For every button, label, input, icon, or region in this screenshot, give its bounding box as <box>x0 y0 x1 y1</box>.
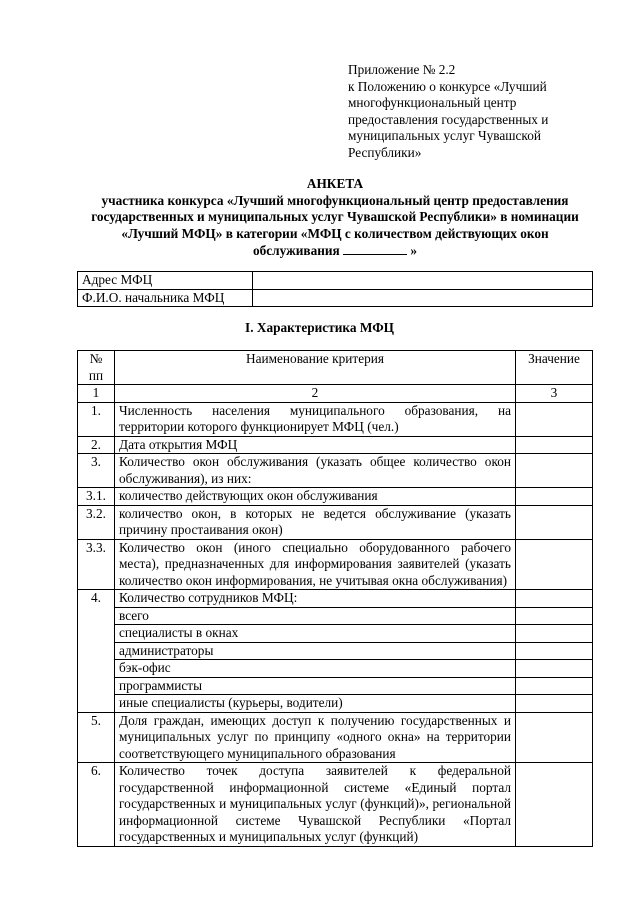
row-value-field[interactable] <box>516 607 593 625</box>
appendix-line: Республики» <box>348 144 422 160</box>
row-value-field[interactable] <box>516 712 593 763</box>
appendix-line: муниципальных услуг Чувашской <box>348 128 541 143</box>
row-criterion: Количество окон (иного специально оборудованного рабочего места), предназначенных для информирования заявителей (указать количество окон информирования, не учитывая окна обслуживания) <box>115 539 516 590</box>
info-table <box>77 271 593 307</box>
appendix-line: Приложение № 2.2 <box>348 62 456 77</box>
info-label: Ф.И.О. начальника МФЦ <box>78 289 253 307</box>
table-subrow <box>78 607 593 625</box>
table-subrow <box>78 695 593 713</box>
row-num: 3.3. <box>78 539 115 590</box>
table-row <box>78 712 593 763</box>
row-value-field[interactable] <box>516 539 593 590</box>
info-value-field[interactable] <box>253 272 593 290</box>
row-value-field[interactable] <box>516 590 593 608</box>
row-value-field[interactable] <box>516 505 593 539</box>
row-value-field[interactable] <box>516 642 593 660</box>
row-num: 3.2. <box>78 505 115 539</box>
row-criterion: администраторы <box>115 642 516 660</box>
row-criterion: количество окон, в которых не ведется обслуживание (указать причину простаивания окон) <box>115 505 516 539</box>
title-last-prefix: обслуживания <box>252 243 340 258</box>
table-subrow <box>78 660 593 678</box>
criteria-table <box>77 350 593 847</box>
row-criterion: Количество окон обслуживания (указать общее количество окон обслуживания), из них: <box>115 454 516 488</box>
table-subrow <box>78 642 593 660</box>
header-value: Значение <box>516 351 593 385</box>
row-value-field[interactable] <box>516 436 593 454</box>
row-criterion: программисты <box>115 677 516 695</box>
index-cell: 3 <box>516 385 593 403</box>
table-subrow <box>78 677 593 695</box>
title-line: «Лучший МФЦ» в категории «МФЦ с количеством действующих окон <box>121 225 549 241</box>
row-criterion: Количество точек доступа заявителей к федеральной государственной информационной системе «Единый портал государственных и муниципальных услуг (функций)», региональной информационной системе Чувашской Республики «Портал государственных и муниципальных услуг (функций) <box>115 763 516 847</box>
window-count-blank[interactable] <box>343 242 407 255</box>
index-cell: 1 <box>78 385 115 403</box>
appendix-line: к Положению о конкурсе «Лучший <box>348 78 547 94</box>
header-name: Наименование критерия <box>115 351 516 385</box>
header-row <box>78 351 593 385</box>
table-row <box>78 505 593 539</box>
appendix-line: многофункциональный центр <box>348 95 517 110</box>
table-row <box>78 402 593 436</box>
row-criterion: всего <box>115 607 516 625</box>
index-cell: 2 <box>115 385 516 403</box>
row-num: 3.1. <box>78 488 115 506</box>
row-criterion: бэк-офис <box>115 660 516 678</box>
title-line: участника конкурса «Лучший многофункциональный центр предоставления <box>101 192 569 208</box>
row-criterion: иные специалисты (курьеры, водители) <box>115 695 516 713</box>
row-num: 3. <box>78 454 115 488</box>
row-num: 2. <box>78 436 115 454</box>
row-value-field[interactable] <box>516 677 593 695</box>
table-subrow <box>78 625 593 643</box>
table-row <box>78 488 593 506</box>
info-label: Адрес МФЦ <box>78 272 253 290</box>
title-last-suffix: » <box>410 243 418 258</box>
table-row <box>78 436 593 454</box>
row-criterion: специалисты в окнах <box>115 625 516 643</box>
info-row <box>78 289 593 307</box>
form-heading: АНКЕТА <box>306 176 364 191</box>
header-num: № пп <box>78 351 115 385</box>
row-criterion: Дата открытия МФЦ <box>115 436 516 454</box>
row-value-field[interactable] <box>516 402 593 436</box>
appendix-note <box>348 62 588 161</box>
section-title: I. Характеристика МФЦ <box>245 320 394 335</box>
form-title <box>70 176 600 260</box>
table-row <box>78 454 593 488</box>
row-value-field[interactable] <box>516 660 593 678</box>
table-row <box>78 763 593 847</box>
info-value-field[interactable] <box>253 289 593 307</box>
row-num: 4. <box>78 590 115 713</box>
title-last-line <box>70 242 600 260</box>
row-value-field[interactable] <box>516 763 593 847</box>
row-criterion: Численность населения муниципального образования, на территории которого функционирует МФЦ (чел.) <box>115 402 516 436</box>
table-row <box>78 590 593 608</box>
row-value-field[interactable] <box>516 625 593 643</box>
row-criterion: Количество сотрудников МФЦ: <box>115 590 516 608</box>
title-line: государственных и муниципальных услуг Чувашской Республики» в номинации <box>91 209 579 224</box>
row-value-field[interactable] <box>516 454 593 488</box>
row-criterion: количество действующих окон обслуживания <box>115 488 516 506</box>
row-criterion: Доля граждан, имеющих доступ к получению государственных и муниципальных услуг по принципу «одного окна» на территории соответствующего муниципального образования <box>115 712 516 763</box>
row-num: 1. <box>78 402 115 436</box>
table-row <box>78 539 593 590</box>
row-num: 6. <box>78 763 115 847</box>
row-num: 5. <box>78 712 115 763</box>
index-row <box>78 385 593 403</box>
row-value-field[interactable] <box>516 695 593 713</box>
appendix-line: предоставления государственных и <box>348 111 549 127</box>
row-value-field[interactable] <box>516 488 593 506</box>
info-row <box>78 272 593 290</box>
